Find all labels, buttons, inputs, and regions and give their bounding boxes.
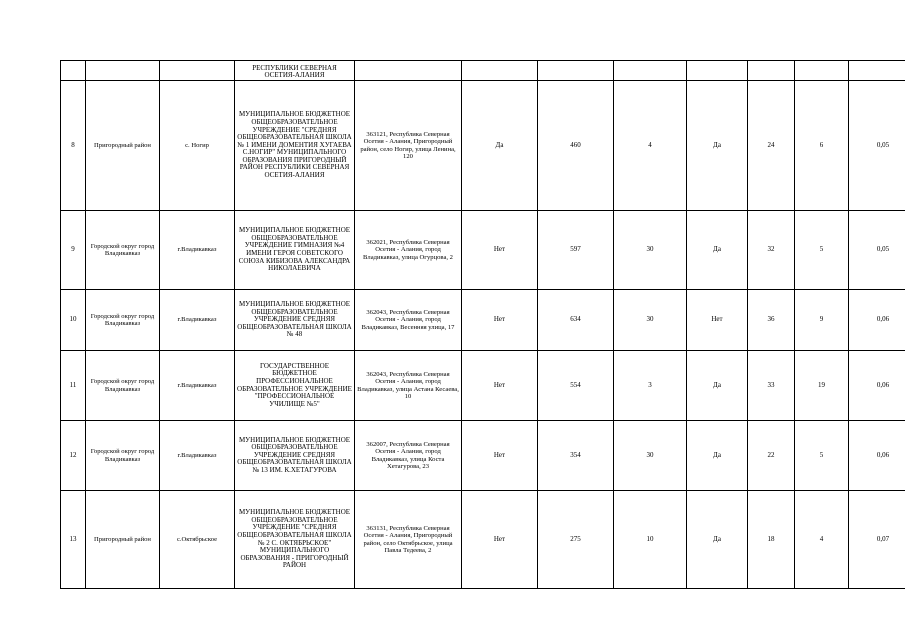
cell-col8: 30 — [614, 290, 687, 351]
cell-number: 12 — [61, 421, 86, 491]
cell-col6: Нет — [462, 421, 538, 491]
cell-address: 363121, Республика Северная Осетия - Алания, Пригородный район, село Ногир, улица Ленина, 120 — [355, 81, 462, 211]
cell-organization: РЕСПУБЛИКИ СЕВЕРНАЯ ОСЕТИЯ-АЛАНИЯ — [235, 61, 355, 81]
cell-organization: МУНИЦИПАЛЬНОЕ БЮДЖЕТНОЕ ОБЩЕОБРАЗОВАТЕЛЬНОЕ УЧРЕЖДЕНИЕ СРЕДНЯЯ ОБЩЕОБРАЗОВАТЕЛЬНАЯ ШКОЛА № 48 — [235, 290, 355, 351]
cell-locality: с.Октябрьское — [160, 491, 235, 589]
cell-organization: МУНИЦИПАЛЬНОЕ БЮДЖЕТНОЕ ОБЩЕОБРАЗОВАТЕЛЬНОЕ УЧРЕЖДЕНИЕ "СРЕДНЯЯ ОБЩЕОБРАЗОВАТЕЛЬНАЯ ШКОЛА № 2 С. ОКТЯБРЬСКОЕ" МУНИЦИПАЛЬНОГО ОБРАЗОВАНИЯ - ПРИГОРОДНЫЙ РАЙОН — [235, 491, 355, 589]
cell-organization: ГОСУДАРСТВЕННОЕ БЮДЖЕТНОЕ ПРОФЕССИОНАЛЬНОЕ ОБРАЗОВАТЕЛЬНОЕ УЧРЕЖДЕНИЕ "ПРОФЕССИОНАЛЬНОЕ УЧИЛИЩЕ №5" — [235, 351, 355, 421]
cell-district: Городской округ город Владикавказ — [86, 421, 160, 491]
cell-col8: 4 — [614, 81, 687, 211]
cell-address: 362043, Республика Северная Осетия - Алания, город Владикавказ, улица Астана Кесаева, 10 — [355, 351, 462, 421]
cell-locality: г.Владикавказ — [160, 421, 235, 491]
cell-col7: 597 — [538, 211, 614, 290]
table-row-continuation — [61, 61, 905, 81]
table-row — [61, 81, 905, 211]
cell-col10: 24 — [748, 81, 795, 211]
cell-district: Пригородный район — [86, 491, 160, 589]
cell-col6: Нет — [462, 211, 538, 290]
cell-col7 — [538, 61, 614, 81]
cell-address: 362007, Республика Северная Осетия - Алания, город Владикавказ, улица Коста Хетагурова, 23 — [355, 421, 462, 491]
cell-address: 363131, Республика Северная Осетия - Алания, Пригородный район, село Октябрьское, улица Павла Тедеева, 2 — [355, 491, 462, 589]
cell-col7: 634 — [538, 290, 614, 351]
cell-col12: 0,06 — [849, 421, 905, 491]
cell-number: 13 — [61, 491, 86, 589]
cell-number: 9 — [61, 211, 86, 290]
cell-locality: с. Ногир — [160, 81, 235, 211]
cell-col9: Да — [687, 491, 748, 589]
cell-col10: 32 — [748, 211, 795, 290]
cell-locality: г.Владикавказ — [160, 290, 235, 351]
data-table — [60, 60, 905, 589]
cell-col6: Нет — [462, 491, 538, 589]
cell-locality: г.Владикавказ — [160, 211, 235, 290]
cell-col9: Да — [687, 211, 748, 290]
cell-address: 362043, Республика Северная Осетия - Алания, город Владикавказ, Весенняя улица, 17 — [355, 290, 462, 351]
cell-col10 — [748, 61, 795, 81]
cell-col11: 9 — [795, 290, 849, 351]
cell-col8: 30 — [614, 211, 687, 290]
cell-district: Городской округ город Владикавказ — [86, 211, 160, 290]
cell-col10: 18 — [748, 491, 795, 589]
cell-col9: Да — [687, 81, 748, 211]
cell-address — [355, 61, 462, 81]
cell-col6: Да — [462, 81, 538, 211]
cell-col11: 6 — [795, 81, 849, 211]
table-row — [61, 491, 905, 589]
table-row — [61, 290, 905, 351]
cell-col9: Да — [687, 421, 748, 491]
cell-col7: 554 — [538, 351, 614, 421]
table-row — [61, 211, 905, 290]
cell-col7: 460 — [538, 81, 614, 211]
cell-locality: г.Владикавказ — [160, 351, 235, 421]
cell-district: Городской округ город Владикавказ — [86, 351, 160, 421]
cell-district: Пригородный район — [86, 81, 160, 211]
table-row — [61, 351, 905, 421]
cell-district — [86, 61, 160, 81]
cell-col6: Нет — [462, 290, 538, 351]
cell-col11: 5 — [795, 421, 849, 491]
cell-col6: Нет — [462, 351, 538, 421]
cell-number: 10 — [61, 290, 86, 351]
cell-col7: 275 — [538, 491, 614, 589]
cell-address: 362021, Республика Северная Осетия - Алания, город Владикавказ, улица Огурцова, 2 — [355, 211, 462, 290]
cell-number: 11 — [61, 351, 86, 421]
cell-locality — [160, 61, 235, 81]
cell-number: 8 — [61, 81, 86, 211]
cell-col9: Да — [687, 351, 748, 421]
cell-col12: 0,06 — [849, 351, 905, 421]
cell-col8 — [614, 61, 687, 81]
cell-col11: 5 — [795, 211, 849, 290]
cell-col10: 36 — [748, 290, 795, 351]
cell-col12: 0,05 — [849, 81, 905, 211]
cell-col12: 0,06 — [849, 290, 905, 351]
cell-col9 — [687, 61, 748, 81]
cell-col11 — [795, 61, 849, 81]
cell-col8: 10 — [614, 491, 687, 589]
cell-col11: 19 — [795, 351, 849, 421]
cell-col11: 4 — [795, 491, 849, 589]
table-row — [61, 421, 905, 491]
cell-col10: 22 — [748, 421, 795, 491]
cell-col12: 0,07 — [849, 491, 905, 589]
cell-col8: 3 — [614, 351, 687, 421]
cell-district: Городской округ город Владикавказ — [86, 290, 160, 351]
cell-col12: 0,05 — [849, 211, 905, 290]
cell-col12 — [849, 61, 905, 81]
cell-organization: МУНИЦИПАЛЬНОЕ БЮДЖЕТНОЕ ОБЩЕОБРАЗОВАТЕЛЬНОЕ УЧРЕЖДЕНИЕ ГИМНАЗИЯ №4 ИМЕНИ ГЕРОЯ СОВЕТСКОГО СОЮЗА КИБИЗОВА АЛЕКСАНДРА НИКОЛАЕВИЧА — [235, 211, 355, 290]
cell-organization: МУНИЦИПАЛЬНОЕ БЮДЖЕТНОЕ ОБЩЕОБРАЗОВАТЕЛЬНОЕ УЧРЕЖДЕНИЕ СРЕДНЯЯ ОБЩЕОБРАЗОВАТЕЛЬНАЯ ШКОЛА № 13 ИМ. К.ХЕТАГУРОВА — [235, 421, 355, 491]
cell-col8: 30 — [614, 421, 687, 491]
cell-number — [61, 61, 86, 81]
cell-organization: МУНИЦИПАЛЬНОЕ БЮДЖЕТНОЕ ОБЩЕОБРАЗОВАТЕЛЬНОЕ УЧРЕЖДЕНИЕ "СРЕДНЯЯ ОБЩЕОБРАЗОВАТЕЛЬНАЯ ШКОЛА № 1 ИМЕНИ ДОМЕНТИЯ ХУГАЕВА С.НОГИР" МУНИЦИПАЛЬНОГО ОБРАЗОВАНИЯ ПРИГОРОДНЫЙ РАЙОН РЕСПУБЛИКИ СЕВЕРНАЯ ОСЕТИЯ-АЛАНИЯ — [235, 81, 355, 211]
cell-col9: Нет — [687, 290, 748, 351]
cell-col6 — [462, 61, 538, 81]
cell-col10: 33 — [748, 351, 795, 421]
cell-col7: 354 — [538, 421, 614, 491]
